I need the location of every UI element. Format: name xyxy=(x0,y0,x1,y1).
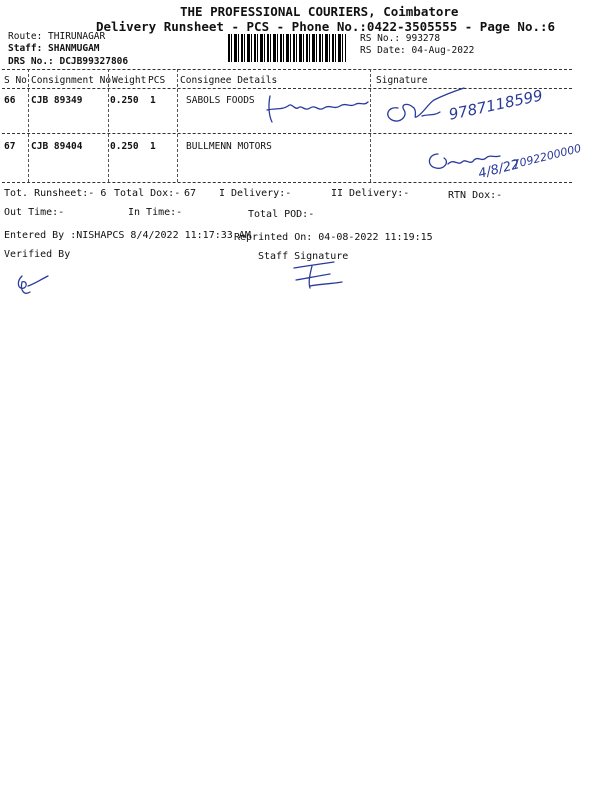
col-header-consignee: Consignee Details xyxy=(180,75,278,86)
table-row-consignment: CJB 89404 xyxy=(31,141,83,152)
route-label: Route: THIRUNAGAR xyxy=(8,31,106,42)
col-header-pcs: PCS xyxy=(148,75,166,86)
table-row-consignment: CJB 89349 xyxy=(31,95,83,106)
consignee-signature-scribble xyxy=(264,88,374,128)
rs-number: RS No.: 993278 xyxy=(360,33,441,44)
handwritten-date: 4/8/22 xyxy=(476,157,522,182)
table-top-rule xyxy=(2,69,572,70)
col-header-sno: S No xyxy=(4,75,27,86)
table-row-weight: 0.250 xyxy=(110,141,139,152)
row-divider xyxy=(2,133,572,134)
col-header-consignment: Consignment No xyxy=(31,75,112,86)
first-delivery: I Delivery:- xyxy=(219,188,292,199)
verified-by-label: Verified By xyxy=(4,249,71,260)
staff-label: Staff: SHANMUGAM xyxy=(8,43,100,54)
runsheet-subtitle: Delivery Runsheet - PCS - Phone No.:0422-3505555 - Page No.:6 xyxy=(96,19,556,34)
rs-date: RS Date: 04-Aug-2022 xyxy=(360,45,475,56)
total-pod: Total POD:- xyxy=(248,209,315,220)
barcode xyxy=(228,34,346,62)
entered-by: Entered By :NISHAPCS 8/4/2022 11:17:33 AM xyxy=(4,230,251,241)
out-time: Out Time:- xyxy=(4,207,65,218)
total-dox-label: Total Dox:- xyxy=(114,188,181,199)
handwritten-phone: 9787118599 xyxy=(447,86,545,124)
reprinted-on: Reprinted On: 04-08-2022 11:19:15 xyxy=(234,232,433,243)
handwritten-phone: 7092200000 xyxy=(511,141,583,172)
table-row-sno: 67 xyxy=(4,141,16,152)
col-header-signature: Signature xyxy=(376,75,428,86)
column-divider xyxy=(177,69,178,182)
second-delivery: II Delivery:- xyxy=(331,188,410,199)
table-row-sno: 66 xyxy=(4,95,16,106)
col-header-weight: Weight xyxy=(112,75,147,86)
table-row-consignee: SABOLS FOODS xyxy=(186,95,255,106)
drs-number: DRS No.: DCJB99327806 xyxy=(8,56,129,67)
staff-signature-label: Staff Signature xyxy=(258,251,349,262)
staff-signature-scribble xyxy=(290,258,350,292)
total-runsheet: Tot. Runsheet:- 6 xyxy=(4,188,107,199)
table-row-weight: 0.250 xyxy=(110,95,139,106)
company-title: THE PROFESSIONAL COURIERS, Coimbatore xyxy=(180,4,459,19)
table-row-pcs: 1 xyxy=(150,95,156,106)
table-row-pcs: 1 xyxy=(150,141,156,152)
table-row-consignee: BULLMENN MOTORS xyxy=(186,141,272,152)
verifier-signature-scribble xyxy=(14,272,54,302)
in-time: In Time:- xyxy=(128,207,183,218)
return-dox: RTN Dox:- xyxy=(448,190,503,201)
column-divider xyxy=(28,69,29,182)
total-dox-value: 67 xyxy=(184,188,197,199)
